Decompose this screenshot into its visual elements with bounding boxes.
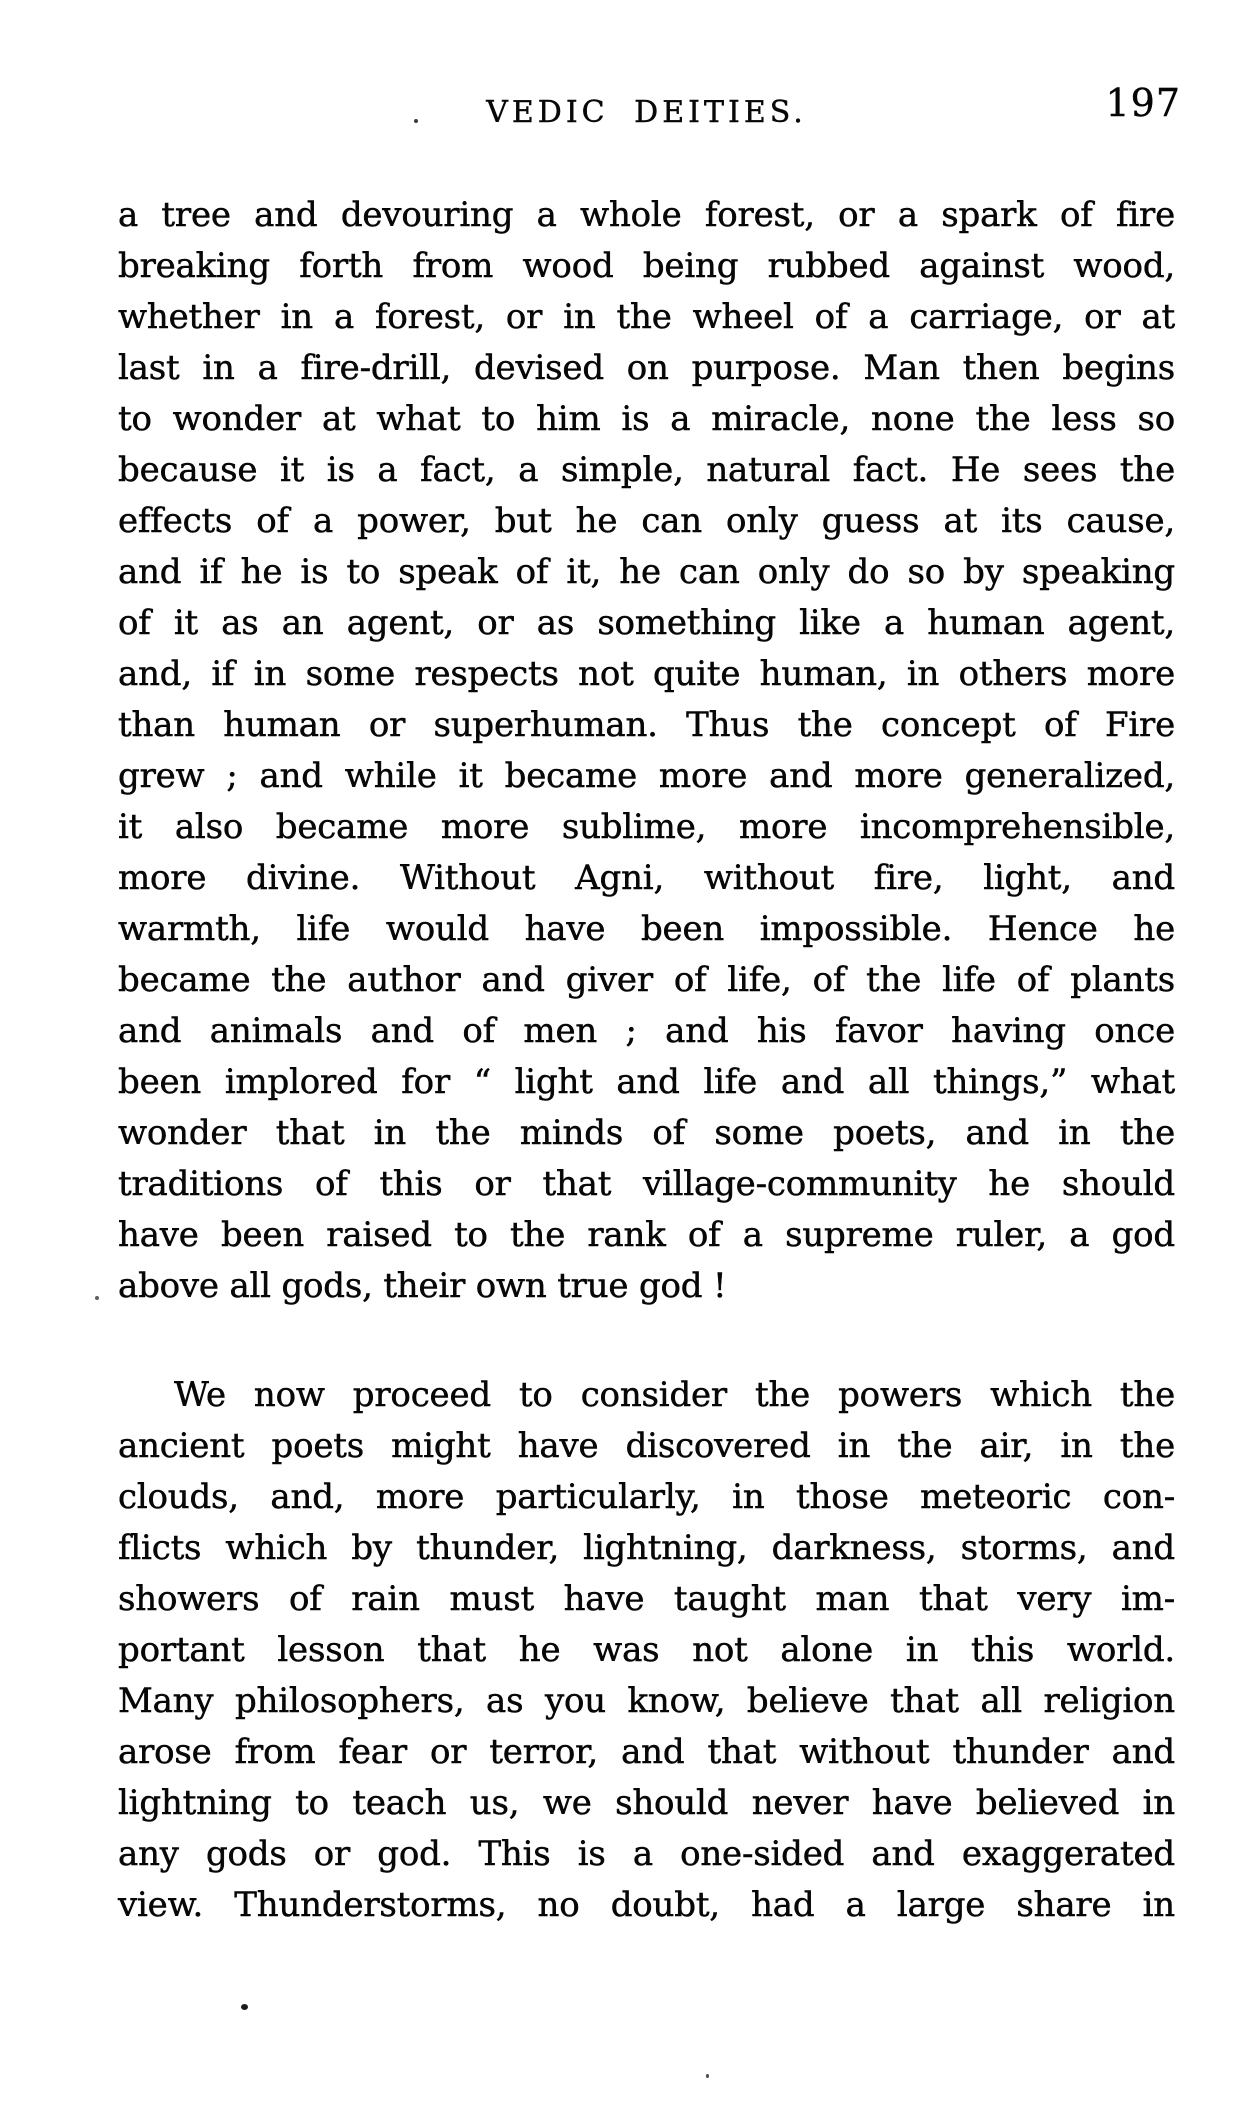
text-line: warmth, life would have been impossible. Hence he <box>118 909 1175 949</box>
text-line: view. Thunderstorms, no doubt, had a large share in <box>118 1885 1175 1925</box>
scan-speck <box>706 2074 709 2078</box>
text-line: and, if in some respects not quite human, in others more <box>118 654 1175 694</box>
text-line: became the author and giver of life, of the life of plants <box>118 960 1175 1000</box>
running-title: VEDIC DEITIES. <box>486 95 807 130</box>
text-line: because it is a fact, a simple, natural fact. He sees the <box>118 450 1175 490</box>
running-header <box>118 97 1175 131</box>
text-line: flicts which by thunder, lightning, darkness, storms, and <box>118 1528 1175 1568</box>
body-text <box>118 190 1175 1931</box>
text-line: any gods or god. This is a one-sided and exaggerated <box>118 1834 1175 1874</box>
text-line: showers of rain must have taught man that very im- <box>118 1579 1175 1619</box>
scan-speck <box>95 1296 99 1300</box>
text-line: a tree and devouring a whole forest, or a spark of fire <box>118 195 1175 235</box>
page-number: 197 <box>1105 81 1181 125</box>
text-line: to wonder at what to him is a miracle, none the less so <box>118 399 1175 439</box>
scan-speck <box>414 119 418 123</box>
text-line: have been raised to the rank of a supreme ruler, a god <box>118 1215 1175 1255</box>
text-line: ancient poets might have discovered in the air, in the <box>118 1426 1175 1466</box>
text-line: and animals and of men ; and his favor having once <box>118 1011 1175 1051</box>
paragraph-1 <box>118 190 1175 1312</box>
text-line: been implored for “ light and life and all things,” what <box>118 1062 1175 1102</box>
scan-speck <box>241 2004 248 2010</box>
text-line: last in a fire-drill, devised on purpose. Man then begins <box>118 348 1175 388</box>
text-line: lightning to teach us, we should never have believed in <box>118 1783 1175 1823</box>
text-line: arose from fear or terror, and that without thunder and <box>118 1732 1175 1772</box>
text-line: more divine. Without Agni, without fire, light, and <box>118 858 1175 898</box>
text-line: grew ; and while it became more and more generalized, <box>118 756 1175 796</box>
paragraph-2 <box>118 1370 1175 1931</box>
text-line: traditions of this or that village-community he should <box>118 1164 1175 1204</box>
text-line: and if he is to speak of it, he can only do so by speaking <box>118 552 1175 592</box>
text-line: clouds, and, more particularly, in those meteoric con- <box>118 1477 1175 1517</box>
text-line: it also became more sublime, more incomprehensible, <box>118 807 1175 847</box>
text-line: than human or superhuman. Thus the concept of Fire <box>118 705 1175 745</box>
text-line: above all gods, their own true god ! <box>118 1266 727 1306</box>
text-line: wonder that in the minds of some poets, and in the <box>118 1113 1175 1153</box>
text-line: breaking forth from wood being rubbed against wood, <box>118 246 1175 286</box>
text-line: of it as an agent, or as something like a human agent, <box>118 603 1175 643</box>
text-line: portant lesson that he was not alone in this world. <box>118 1630 1175 1670</box>
text-line: whether in a forest, or in the wheel of a carriage, or at <box>118 297 1175 337</box>
text-line: Many philosophers, as you know, believe that all religion <box>118 1681 1175 1721</box>
text-line: We now proceed to consider the powers which the <box>174 1375 1175 1415</box>
text-line: effects of a power, but he can only guess at its cause, <box>118 501 1175 541</box>
